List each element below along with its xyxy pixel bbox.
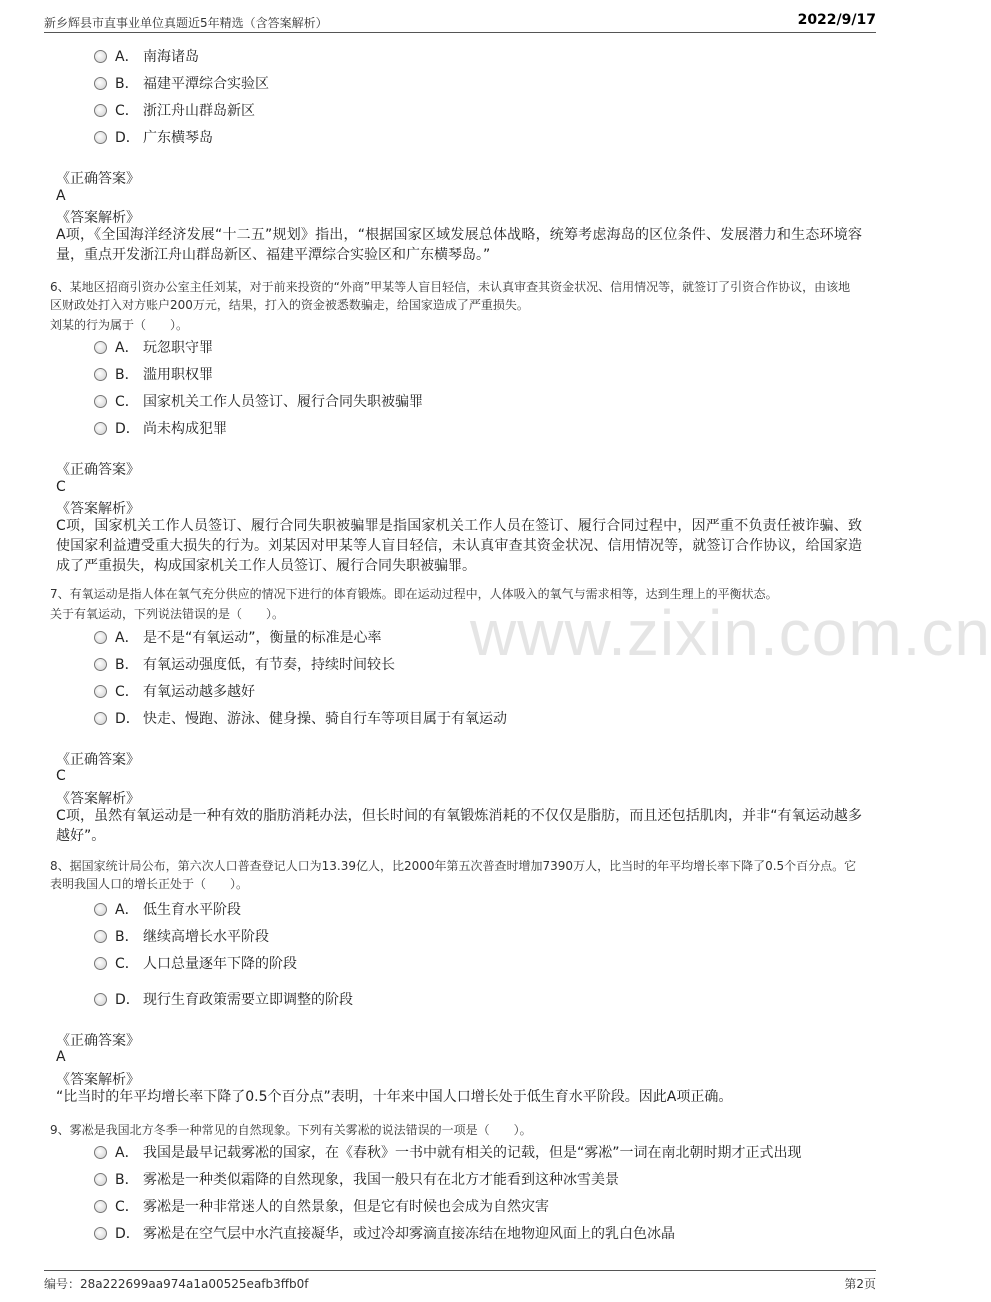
- option-d[interactable]: D． 尚未构成犯罪: [94, 418, 227, 438]
- answer-value: C: [56, 768, 66, 784]
- analysis-label: 《答案解析》: [56, 1072, 140, 1088]
- answer-label: 《正确答案》: [56, 1033, 140, 1049]
- option-d[interactable]: D． 快走、慢跑、游泳、健身操、骑自行车等项目属于有氧运动: [94, 708, 507, 728]
- option-d[interactable]: D． 雾凇是在空气层中水汽直接凝华，或过冷却雾滴直接冻结在地物迎风面上的乳白色冰晶: [94, 1223, 675, 1243]
- question-sub: 关于有氧运动，下列说法错误的是（ ）。: [50, 607, 285, 621]
- question-stem: 8、据国家统计局公布，第六次人口普查登记人口为13.39亿人，比2000年第五次普查时增加7390万人，比当时的年平均增长率下降了0.5个百分点。它表明我国人口的增长正处于（ ）。: [50, 859, 857, 891]
- radio-icon[interactable]: [94, 658, 107, 671]
- radio-icon[interactable]: [94, 131, 107, 144]
- option-a[interactable]: A． 低生育水平阶段: [94, 899, 241, 919]
- question-stem: 9、雾凇是我国北方冬季一种常见的自然现象。下列有关雾凇的说法错误的一项是（ ）。: [50, 1123, 532, 1137]
- radio-icon[interactable]: [94, 712, 107, 725]
- answer-label: 《正确答案》: [56, 752, 140, 768]
- answer-label: 《正确答案》: [56, 171, 140, 187]
- radio-icon[interactable]: [94, 104, 107, 117]
- answer-value: A: [56, 188, 66, 204]
- answer-value: C: [56, 479, 66, 495]
- document-date: 2022/9/17: [797, 12, 876, 28]
- radio-icon[interactable]: [94, 341, 107, 354]
- radio-icon[interactable]: [94, 685, 107, 698]
- analysis-label: 《答案解析》: [56, 210, 140, 226]
- page-footer: [44, 1270, 876, 1293]
- page-header: [44, 12, 876, 33]
- radio-icon[interactable]: [94, 395, 107, 408]
- radio-icon[interactable]: [94, 1227, 107, 1240]
- radio-icon[interactable]: [94, 368, 107, 381]
- analysis-text: “比当时的年平均增长率下降了0.5个百分点”表明，十年来中国人口增长处于低生育水平阶段。因此A项正确。: [56, 1089, 733, 1105]
- option-b[interactable]: B． 继续高增长水平阶段: [94, 926, 269, 946]
- option-b[interactable]: B． 滥用职权罪: [94, 364, 213, 384]
- radio-icon[interactable]: [94, 903, 107, 916]
- radio-icon[interactable]: [94, 957, 107, 970]
- option-a[interactable]: A． 是不是“有氧运动”，衡量的标准是心率: [94, 627, 382, 647]
- question-sub: 刘某的行为属于（ ）。: [50, 318, 189, 332]
- option-a[interactable]: A． 玩忽职守罪: [94, 337, 213, 357]
- option-b[interactable]: B． 有氧运动强度低，有节奏，持续时间较长: [94, 654, 395, 674]
- option-b[interactable]: B． 福建平潭综合实验区: [94, 73, 269, 93]
- radio-icon[interactable]: [94, 77, 107, 90]
- radio-icon[interactable]: [94, 422, 107, 435]
- radio-icon[interactable]: [94, 631, 107, 644]
- radio-icon[interactable]: [94, 1200, 107, 1213]
- option-d[interactable]: D． 现行生育政策需要立即调整的阶段: [94, 989, 353, 1009]
- document-code: 编号：28a222699aa974a1a00525eafb3ffb0f: [44, 1277, 309, 1291]
- analysis-label: 《答案解析》: [56, 501, 140, 517]
- option-c[interactable]: C． 有氧运动越多越好: [94, 681, 255, 701]
- radio-icon[interactable]: [94, 1146, 107, 1159]
- document-title: 新乡辉县市直事业单位真题近5年精选（含答案解析）: [44, 16, 328, 30]
- answer-value: A: [56, 1049, 66, 1065]
- option-c[interactable]: C． 雾凇是一种非常迷人的自然景象，但是它有时候也会成为自然灾害: [94, 1196, 549, 1216]
- analysis-text: C项，国家机关工作人员签订、履行合同失职被骗罪是指国家机关工作人员在签订、履行合同过程中，因严重不负责任被诈骗、致使国家利益遭受重大损失的行为。刘某因对甲某等人盲目轻信，未认真审查其资金状况、信用情况等，就签订合作协议，给国家造成了严重损失，构成国家机关工作人员签订、履行合同失职被骗罪。: [56, 518, 862, 574]
- option-c[interactable]: C． 人口总量逐年下降的阶段: [94, 953, 297, 973]
- option-a[interactable]: A． 南海诸岛: [94, 46, 199, 66]
- option-c[interactable]: C． 国家机关工作人员签订、履行合同失职被骗罪: [94, 391, 423, 411]
- option-d[interactable]: D． 广东横琴岛: [94, 127, 213, 147]
- option-b[interactable]: B． 雾凇是一种类似霜降的自然现象，我国一般只有在北方才能看到这种冰雪美景: [94, 1169, 619, 1189]
- answer-label: 《正确答案》: [56, 462, 140, 478]
- analysis-text: A项，《全国海洋经济发展“十二五”规划》指出，“根据国家区域发展总体战略，统筹考虑海岛的区位条件、发展潜力和生态环境容量，重点开发浙江舟山群岛新区、福建平潭综合实验区和广东横琴岛。”: [56, 227, 862, 263]
- analysis-label: 《答案解析》: [56, 791, 140, 807]
- radio-icon[interactable]: [94, 50, 107, 63]
- option-c[interactable]: C． 浙江舟山群岛新区: [94, 100, 255, 120]
- radio-icon[interactable]: [94, 930, 107, 943]
- radio-icon[interactable]: [94, 1173, 107, 1186]
- page-number: 第2页: [844, 1277, 876, 1291]
- radio-icon[interactable]: [94, 993, 107, 1006]
- watermark: www.zixin.com.cn: [470, 597, 991, 669]
- question-stem: 7、有氧运动是指人体在氧气充分供应的情况下进行的体育锻炼。即在运动过程中，人体吸入的氧气与需求相等，达到生理上的平衡状态。: [50, 587, 778, 601]
- analysis-text: C项，虽然有氧运动是一种有效的脂肪消耗办法，但长时间的有氧锻炼消耗的不仅仅是脂肪，而且还包括肌肉，并非“有氧运动越多越好”。: [56, 808, 862, 844]
- question-stem: 6、某地区招商引资办公室主任刘某，对于前来投资的“外商”甲某等人盲目轻信，未认真审查其资金状况、信用情况等，就签订了引资合作协议，由该地区财政处打入对方账户200万元，结果，打入的资金被悉数骗走，给国家造成了严重损失。: [50, 280, 851, 312]
- option-a[interactable]: A． 我国是最早记载雾凇的国家，在《春秋》一书中就有相关的记载，但是“雾凇”一词在南北朝时期才正式出现: [94, 1142, 802, 1162]
